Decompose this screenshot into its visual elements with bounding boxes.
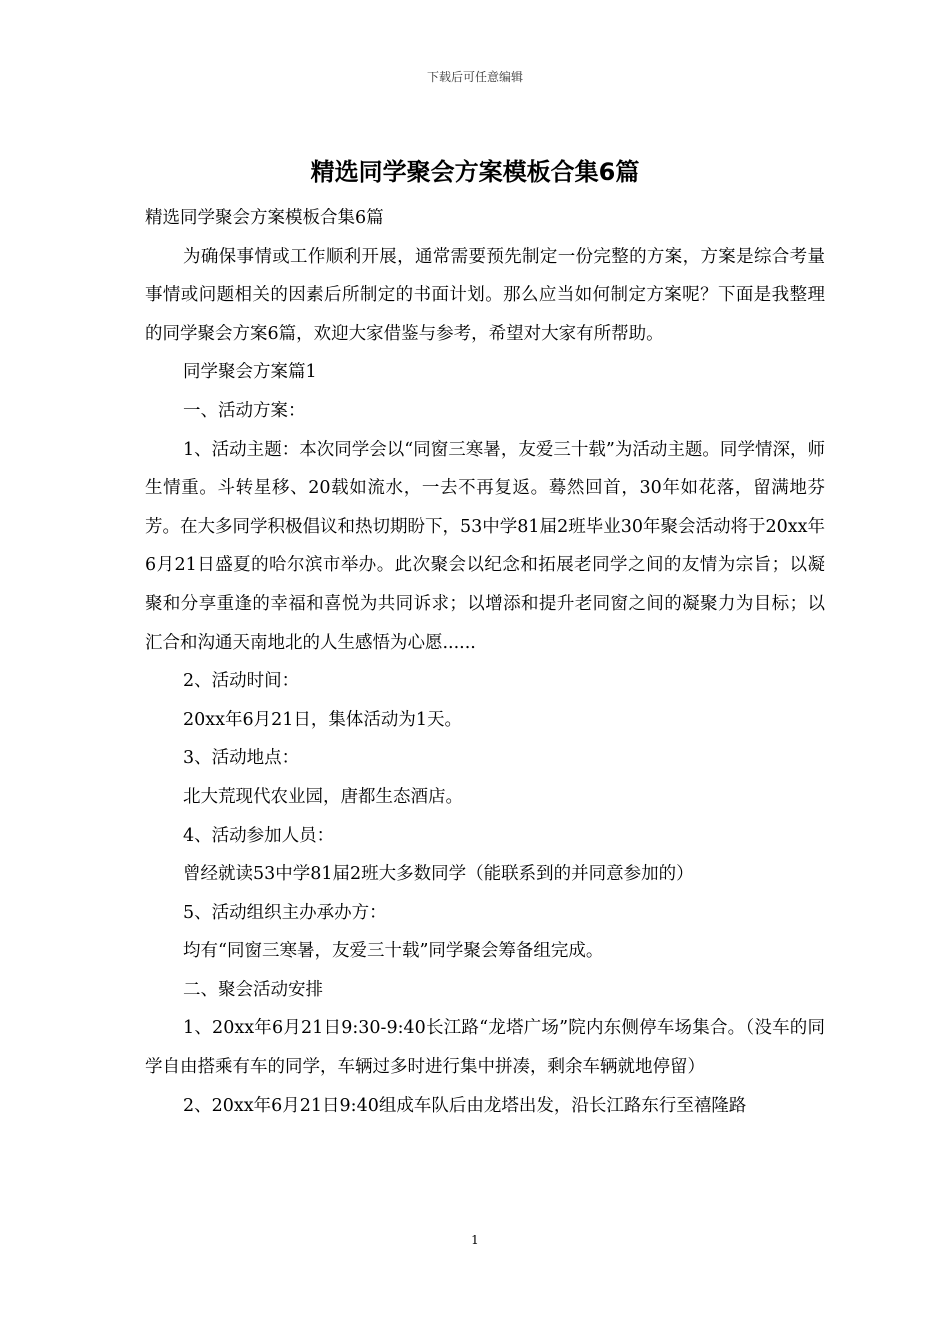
section-heading: 同学聚会方案篇1 xyxy=(183,362,317,383)
body-paragraph: 1、20xx年6月21日9:30-9:40长江路“龙塔广场”院内东侧停车场集合。（没车的同学自由搭乘有车的同学，车辆过多时进行集中拼凑，剩余车辆就地停留） xyxy=(145,1018,825,1078)
body-paragraph: 北大荒现代农业园，唐都生态酒店。 xyxy=(183,786,463,807)
header-note: 下载后可任意编辑 xyxy=(426,70,523,84)
section-heading: 二、聚会活动安排 xyxy=(183,979,323,1000)
body-paragraph: 均有“同窗三寒暑，友爱三十载”同学聚会筹备组完成。 xyxy=(183,941,604,962)
page-number: 1 xyxy=(471,1233,479,1247)
item-heading: 4、活动参加人员： xyxy=(183,825,335,846)
document-title: 精选同学聚会方案模板合集6篇 xyxy=(310,158,640,186)
item-heading: 2、活动时间： xyxy=(183,671,300,692)
section-heading: 一、活动方案： xyxy=(183,400,306,421)
body-paragraph: 1、活动主题：本次同学会以“同窗三寒暑，友爱三十载”为活动主题。同学情深，师生情重。斗转星移、20载如流水，一去不再复返。蓦然回首，30年如花落，留满地芬芳。在大多同学积极倡议和热切期盼下，53中学81届2班毕业30年聚会活动将于20xx年6月21日盛夏的哈尔滨市举办。此次聚会以纪念和拓展老同学之间的友情为宗旨；以凝聚和分享重逢的幸福和喜悦为共同诉求；以增添和提升老同窗之间的凝聚力为目标；以汇合和沟通天南地北的人生感悟为心愿...... xyxy=(145,439,825,653)
body-paragraph: 2、20xx年6月21日9:40组成车队后由龙塔出发，沿长江路东行至禧隆路 xyxy=(183,1095,747,1116)
item-heading: 3、活动地点： xyxy=(183,748,300,769)
document-body xyxy=(145,199,825,1125)
body-paragraph: 精选同学聚会方案模板合集6篇 xyxy=(145,208,384,228)
body-paragraph: 20xx年6月21日，集体活动为1天。 xyxy=(183,709,463,730)
body-paragraph: 曾经就读53中学81届2班大多数同学（能联系到的并同意参加的） xyxy=(183,864,694,885)
item-heading: 5、活动组织主办承办方： xyxy=(183,902,387,923)
body-paragraph: 为确保事情或工作顺利开展，通常需要预先制定一份完整的方案，方案是综合考量事情或问题相关的因素后所制定的书面计划。那么应当如何制定方案呢？下面是我整理的同学聚会方案6篇，欢迎大家借鉴与参考，希望对大家有所帮助。 xyxy=(145,246,825,344)
